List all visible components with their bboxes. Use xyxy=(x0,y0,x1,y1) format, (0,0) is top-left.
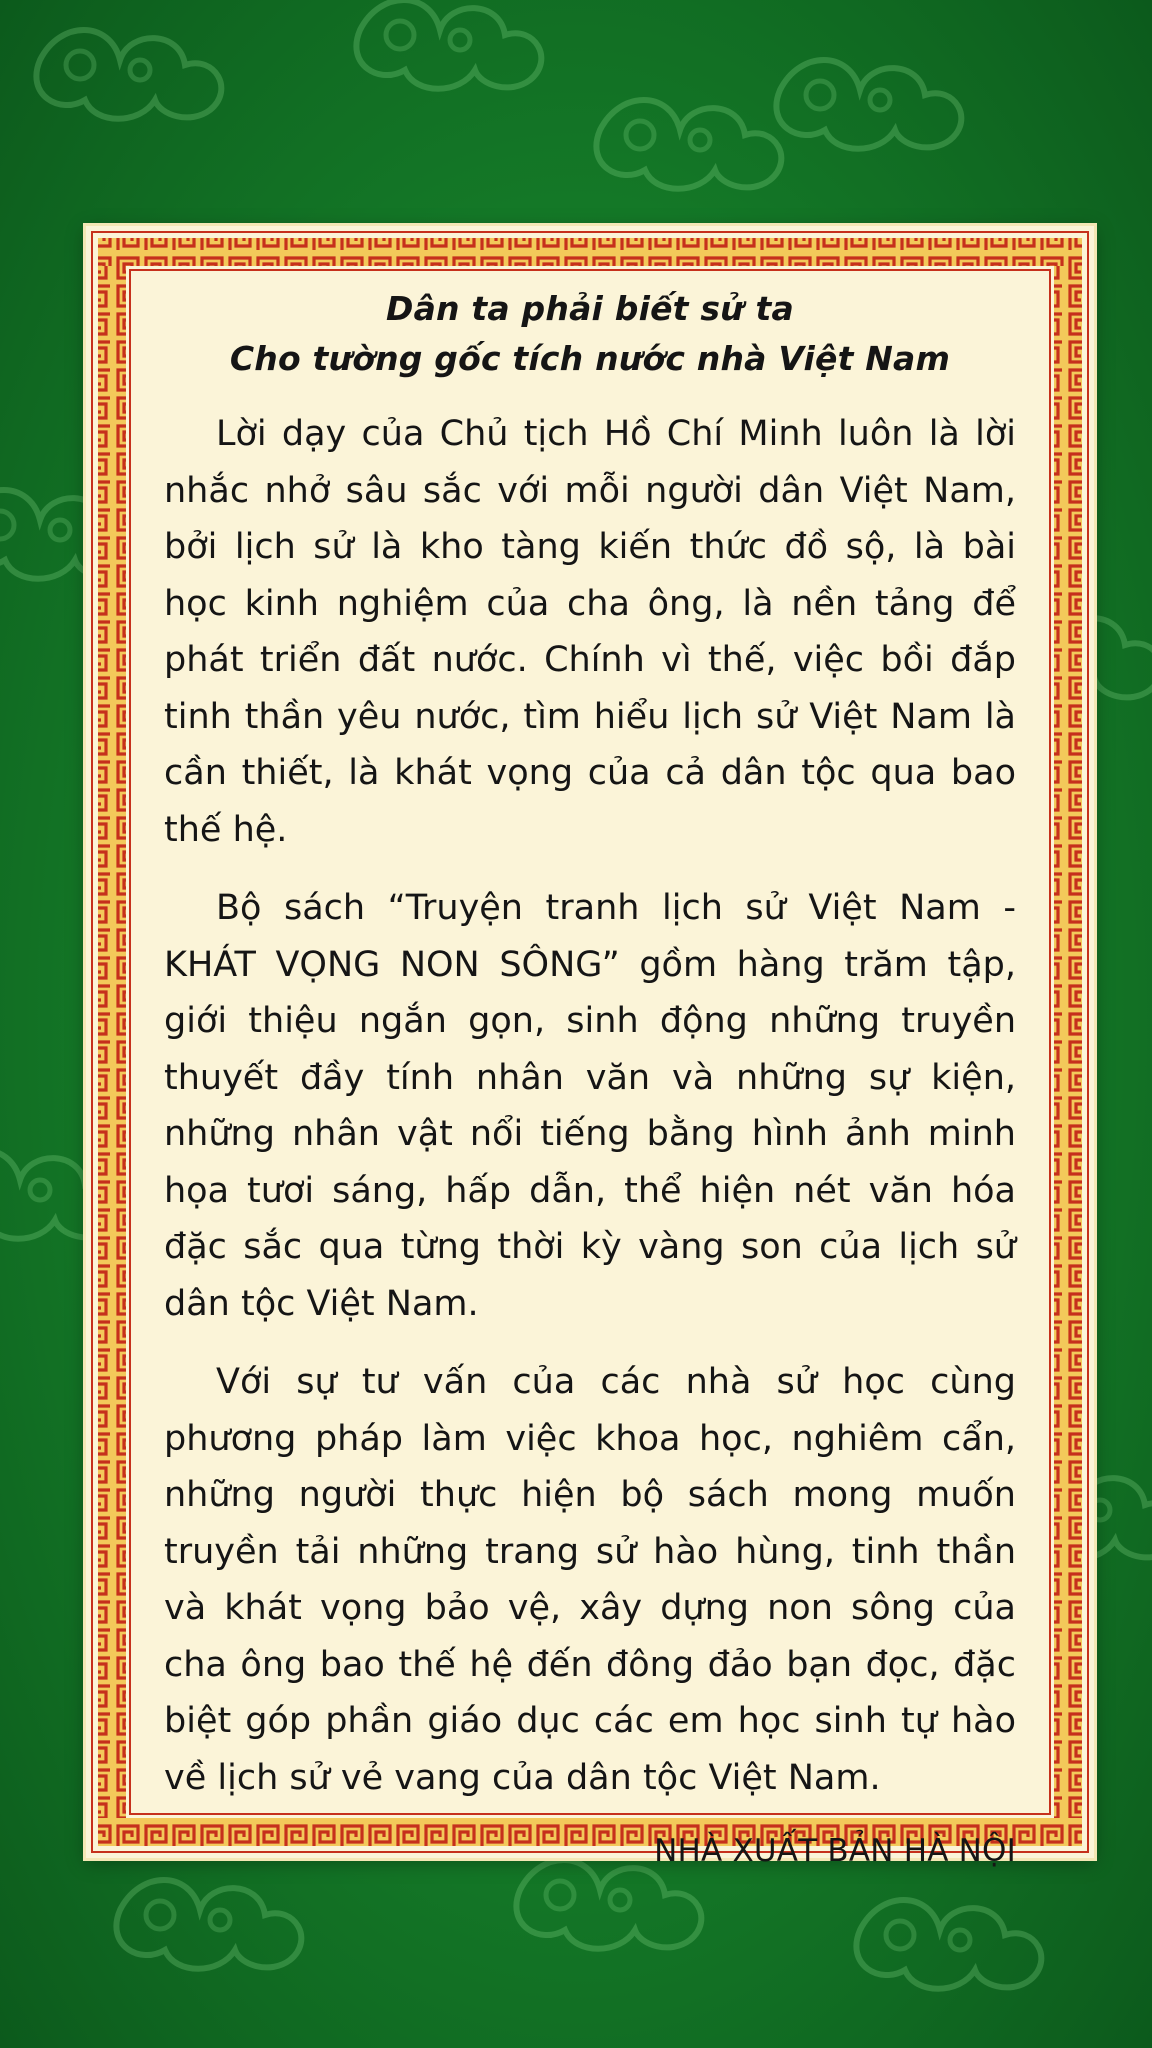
paragraph-intro: Lời dạy của Chủ tịch Hồ Chí Minh luôn là lời nhắc nhở sâu sắc với mỗi người dân Việt Nam, bởi lịch sử là kho tàng kiến thức đồ sộ, là bài học kinh nghiệm của cha ông, là nền tảng để phát triển đất nước. Chính vì thế, việc bồi đắp tinh thần yêu nước, tìm hiểu lịch sử Việt Nam là cần thiết, là khát vọng của cả dân tộc qua bao thế hệ. xyxy=(164,414,1016,850)
text-panel xyxy=(86,226,1094,1869)
motto-quote xyxy=(164,284,1016,384)
paragraph-series: Bộ sách “Truyện tranh lịch sử Việt Nam - KHÁT VỌNG NON SÔNG” gồm hàng trăm tập, giới thiệu ngắn gọn, sinh động những truyền thuyết đầy tính nhân văn và những sự kiện, những nhân vật nổi tiếng bằng hình ảnh minh họa tươi sáng, hấp dẫn, thể hiện nét văn hóa đặc sắc qua từng thời kỳ vàng son của lịch sử dân tộc Việt Nam. xyxy=(164,888,1016,1324)
panel-content xyxy=(164,284,1016,1876)
publisher-signature: NHÀ XUẤT BẢN HÀ NỘI xyxy=(654,1833,1016,1869)
paragraph-purpose: Với sự tư vấn của các nhà sử học cùng phương pháp làm việc khoa học, nghiêm cẩn, những người thực hiện bộ sách mong muốn truyền tải những trang sử hào hùng, tinh thần và khát vọng bảo vệ, xây dựng non sông của cha ông bao thế hệ đến đông đảo bạn đọc, đặc biệt góp phần giáo dục các em học sinh tự hào về lịch sử vẻ vang của dân tộc Việt Nam. xyxy=(164,1362,1016,1798)
motto-line-1: Dân ta phải biết sử ta xyxy=(385,289,794,328)
motto-line-2: Cho tường gốc tích nước nhà Việt Nam xyxy=(229,339,951,378)
